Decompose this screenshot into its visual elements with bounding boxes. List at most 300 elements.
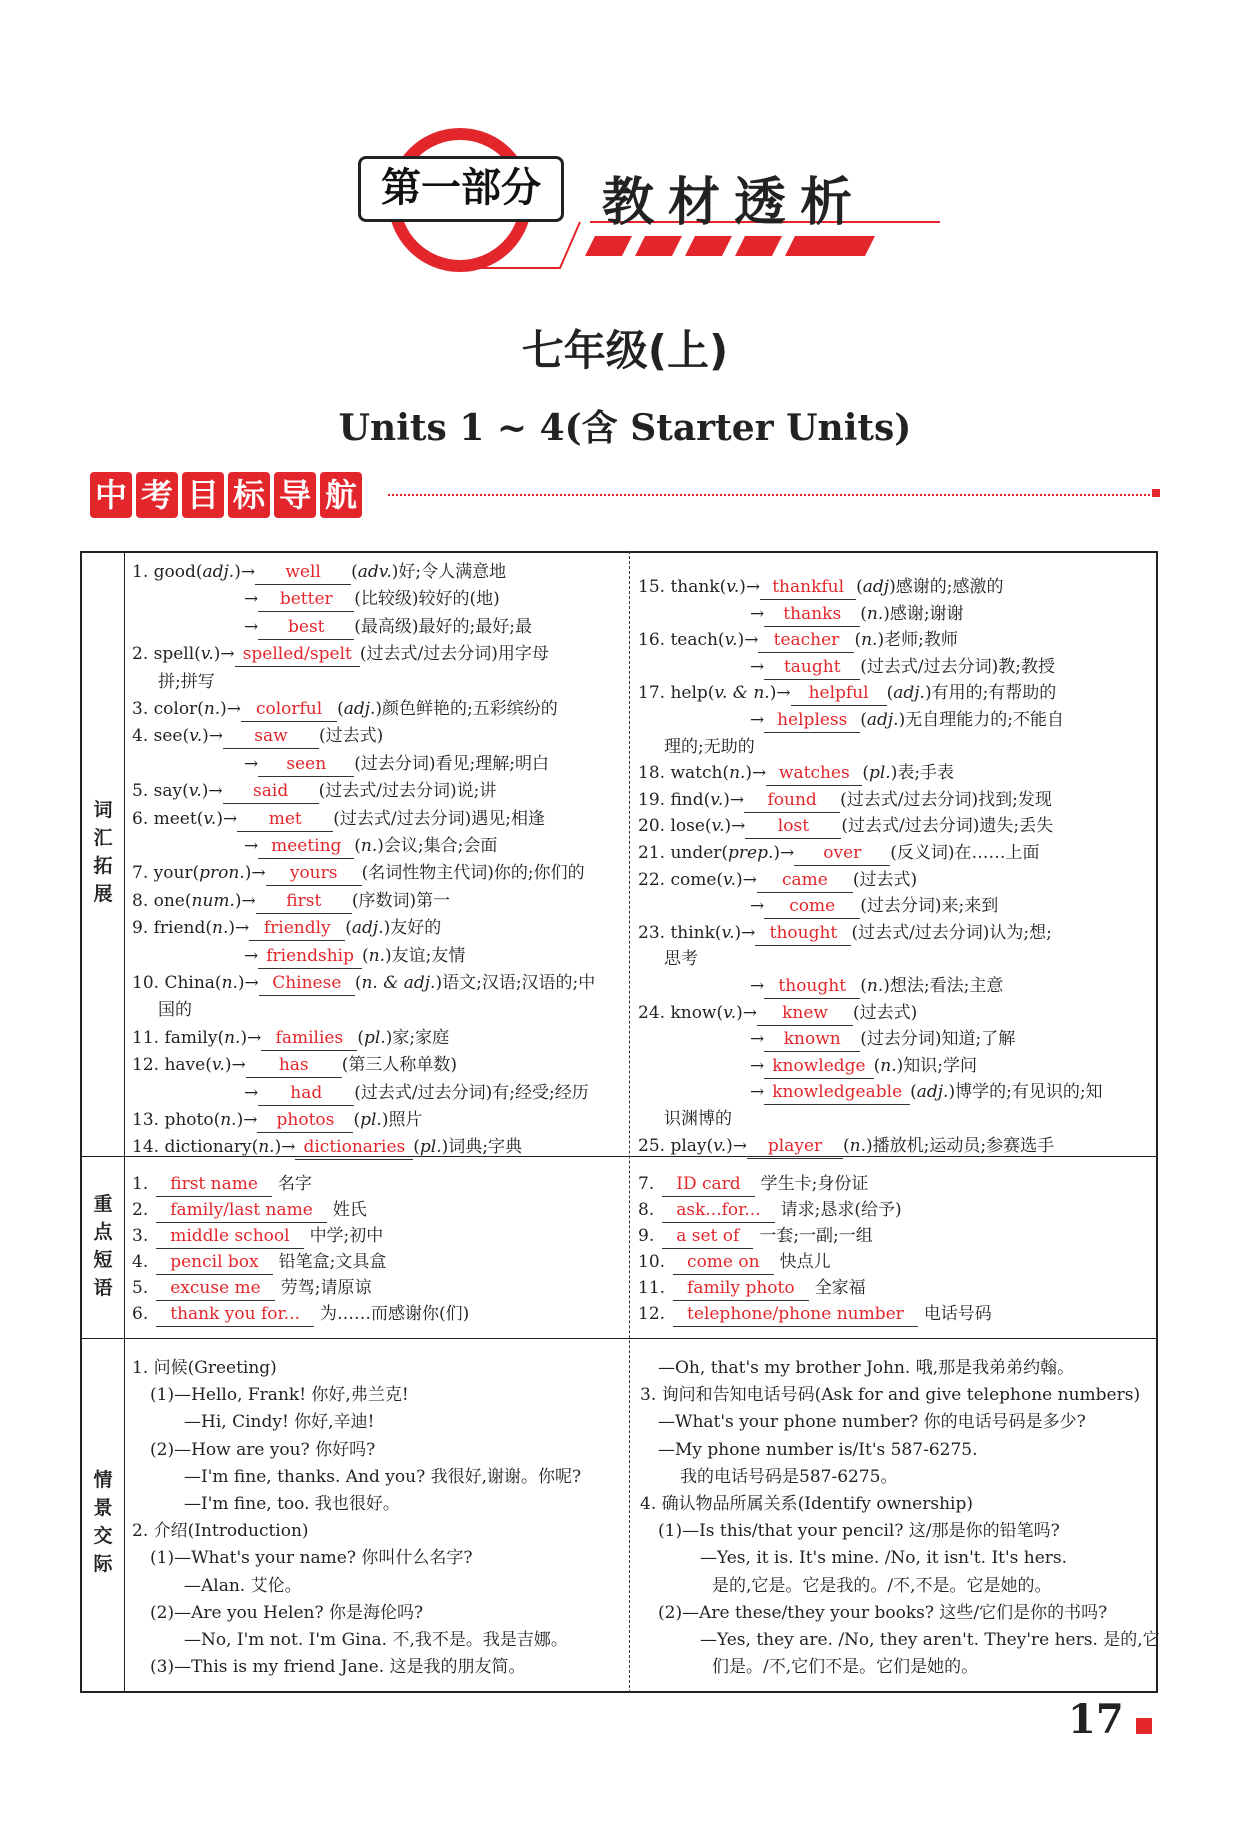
vocab-text: ( (351, 562, 358, 582)
phrase-line (638, 1198, 902, 1223)
vocab-text: )→ (244, 863, 266, 884)
part-of-speech: adj. (866, 710, 899, 730)
answer-blank: said (223, 779, 319, 804)
part-of-speech: v. (713, 1135, 727, 1156)
section-label-phrases (82, 1190, 124, 1302)
answer-blank: dictionaries (295, 1135, 413, 1160)
vocab-text: )老师;教师 (877, 630, 958, 651)
units-title: Units 1 ~ 4(含 Starter Units) (338, 407, 912, 449)
phrase-number: 5. (132, 1278, 149, 1298)
part-of-speech: v. (711, 816, 725, 837)
answer-blank: knowledge (764, 1054, 873, 1079)
part-of-speech: adj. (893, 683, 925, 704)
vocab-line (132, 1135, 522, 1160)
vocab-text: )想法;看法;主意 (883, 976, 1004, 996)
vocab-line (132, 889, 450, 914)
vocab-line (132, 1108, 422, 1133)
part-of-speech: n. (220, 1110, 237, 1130)
vocab-line (750, 708, 1064, 733)
vocab-text: )→ (228, 918, 250, 939)
answer-blank: come on (673, 1250, 774, 1275)
vocab-text: )→ (769, 683, 791, 704)
vocab-text: (过去式/过去分词)找到;发现 (840, 789, 1052, 810)
vocab-line (750, 974, 1003, 999)
vocab-text: )→ (745, 763, 767, 784)
phrase-meaning: 铅笔盒;文具盒 (278, 1252, 387, 1272)
vocab-line (750, 894, 998, 919)
vocab-text: 24. know( (638, 1002, 724, 1023)
part-of-speech: prep. (728, 843, 774, 863)
part-of-speech: v. (710, 789, 724, 810)
vocab-text: → (750, 1029, 765, 1050)
vocab-line (132, 861, 585, 886)
vocab-text: 18. watch( (638, 763, 730, 784)
phrase-number: 12. (638, 1304, 666, 1324)
vocab-text: → (750, 1055, 765, 1076)
answer-blank: friendship (258, 944, 362, 969)
part-of-speech: v. (189, 726, 203, 747)
phrase-meaning: 姓氏 (332, 1200, 367, 1220)
vocab-line (638, 575, 1003, 600)
vocab-line (132, 697, 558, 722)
part-title: 教材透析 (602, 173, 867, 233)
vocab-text: ( (860, 710, 867, 730)
vocab-text: ( (860, 603, 867, 624)
answer-blank: come (764, 894, 860, 919)
dialog-line: —No, I'm not. I'm Gina. 不,我不是。我是吉娜。 (184, 1630, 568, 1650)
part-of-speech: n. (258, 1137, 275, 1158)
vocab-text: )会议;集合;会面 (377, 836, 498, 856)
vocab-text: 5. say( (132, 781, 189, 802)
answer-blank: thank you for... (156, 1302, 314, 1327)
answer-blank: knew (757, 1001, 853, 1026)
vocab-text: 8. one( (132, 890, 192, 911)
vocab-text: (过去式/过去分词)认为;想; (851, 922, 1052, 943)
vocab-line (132, 779, 496, 804)
answer-blank: came (757, 868, 853, 893)
part-of-speech: num. (191, 890, 235, 911)
page-marker (1136, 1718, 1152, 1734)
vocab-line (244, 834, 497, 859)
answer-blank: met (237, 807, 333, 832)
section-label-text: 词汇拓展 (93, 799, 113, 905)
banner-stripes (585, 236, 875, 256)
phrase-line (638, 1302, 992, 1327)
phrase-line (638, 1276, 866, 1301)
vocab-line (132, 1026, 449, 1051)
vocab-text: ( (873, 1055, 881, 1076)
vocab-text: 17. help( (638, 683, 715, 704)
phrase-line (638, 1224, 873, 1249)
vocab-text: 识渊博的 (664, 1109, 732, 1129)
center-divider (629, 551, 630, 1693)
dialog-line: —My phone number is/It's 587-6275. (658, 1439, 978, 1460)
vocab-text: → (244, 836, 259, 856)
phrase-number: 4. (132, 1252, 149, 1272)
answer-blank: player (747, 1134, 843, 1159)
vocab-text: 3. color( (132, 699, 204, 719)
answer-blank: Chinese (259, 971, 355, 996)
vocab-text: )有用的;有帮助的 (924, 683, 1057, 704)
vocab-text: )→ (737, 630, 759, 651)
vocab-text: ( (843, 1135, 850, 1156)
vocab-text: → (750, 1082, 765, 1103)
answer-blank: helpless (764, 708, 860, 733)
vocab-line (132, 807, 545, 832)
answer-blank: a set of (662, 1224, 753, 1249)
part-of-speech: n. (212, 918, 229, 939)
part-of-speech: v. (211, 1055, 225, 1076)
phrase-meaning: 为……而感谢你(们) (320, 1304, 470, 1324)
vocab-text: 理的;无助的 (664, 736, 755, 757)
vocab-line (750, 1080, 1103, 1105)
nav-char: 标 (228, 472, 270, 518)
dialog-line: (2)—Are you Helen? 你是海伦吗? (150, 1602, 424, 1623)
answer-blank: first (256, 889, 352, 914)
vocab-text: ( (910, 1082, 917, 1103)
answer-blank: yours (266, 861, 362, 886)
vocab-text: (过去式) (319, 726, 384, 747)
answer-blank: saw (223, 724, 319, 749)
vocab-text: (过去式/过去分词)遇见;相逢 (333, 808, 545, 829)
answer-blank: telephone/phone number (673, 1302, 918, 1327)
dialog-line: —Hi, Cindy! 你好,辛迪! (184, 1412, 375, 1433)
vocab-text: )→ (236, 1110, 258, 1130)
dialog-line: 2. 介绍(Introduction) (132, 1521, 309, 1542)
vocab-text: )知识;学问 (896, 1055, 977, 1076)
vocab-text: )→ (237, 973, 259, 993)
label-column-divider (124, 551, 125, 1693)
answer-blank: watches (766, 761, 862, 786)
vocab-line (664, 947, 698, 971)
row-divider (80, 1338, 1158, 1339)
answer-blank: found (744, 788, 840, 813)
vocab-text: (过去式/过去分词)用字母 (359, 644, 549, 665)
vocab-text: 14. dictionary( (132, 1137, 259, 1158)
phrase-line (638, 1250, 831, 1275)
answer-blank: known (764, 1027, 860, 1052)
grade-title: 七年级(上) (521, 326, 729, 375)
vocab-line (244, 944, 465, 969)
dialog-line: (1)—Is this/that your pencil? 这/那是你的铅笔吗? (658, 1521, 1060, 1542)
answer-blank: has (246, 1053, 342, 1078)
vocab-text: (过去分词)看见;理解;明白 (354, 753, 549, 774)
vocab-text: ( (860, 976, 867, 996)
vocab-text: 16. teach( (638, 630, 725, 651)
answer-blank: family photo (673, 1276, 809, 1301)
vocab-text: 12. have( (132, 1055, 212, 1076)
vocab-text: (名词性物主代词)你的;你们的 (361, 863, 585, 884)
vocab-line (638, 921, 1052, 946)
answer-blank: thanks (764, 602, 860, 627)
vocab-text: )博学的;有见识的;知 (948, 1082, 1103, 1103)
vocab-text: )→ (220, 699, 242, 719)
vocab-text: (过去式/过去分词)遗失;丢失 (841, 816, 1054, 837)
dialog-line: (2)—How are you? 你好吗? (150, 1439, 376, 1460)
vocab-text: )→ (216, 808, 238, 829)
part-label: 第一部分 (358, 156, 564, 222)
vocab-text: 15. thank( (638, 577, 727, 597)
vocab-text: )友好的 (383, 918, 442, 939)
part-of-speech: n. (880, 1055, 897, 1076)
part-of-speech: v. (203, 808, 217, 829)
vocab-text: )→ (724, 816, 746, 837)
vocab-text: 23. think( (638, 922, 722, 943)
answer-blank: ask...for... (662, 1198, 774, 1223)
part-of-speech: pl. (364, 1027, 386, 1048)
vocab-line (638, 681, 1056, 706)
vocab-line (664, 1107, 732, 1131)
vocab-line (244, 1081, 589, 1106)
vocab-line (638, 868, 917, 893)
vocab-text: → (244, 753, 259, 774)
vocab-text: → (750, 710, 765, 730)
answer-blank: first name (156, 1172, 272, 1197)
phrase-line (132, 1198, 367, 1223)
vocab-text: (过去式) (852, 869, 918, 890)
vocab-line (638, 814, 1053, 839)
answer-blank: families (261, 1026, 357, 1051)
vocab-text: )语文;汉语;汉语的;中 (435, 973, 596, 993)
part-of-speech: adj. (343, 699, 376, 719)
vocab-text: (过去式) (853, 1002, 918, 1023)
part-of-speech: v. (723, 869, 737, 890)
vocab-text: 10. China( (132, 973, 222, 993)
vocab-line (638, 761, 954, 786)
vocab-text: 思考 (664, 949, 698, 970)
vocab-line (750, 655, 1055, 680)
vocab-text: ( (354, 836, 361, 856)
phrase-meaning: 电话号码 (923, 1304, 992, 1324)
phrase-meaning: 快点儿 (779, 1252, 831, 1272)
vocab-text: )→ (224, 1055, 246, 1076)
vocab-text: )→ (234, 890, 256, 911)
answer-blank: excuse me (156, 1276, 275, 1301)
part-of-speech: v. (726, 577, 740, 597)
answer-blank: thought (755, 921, 851, 946)
vocab-text: )词典;字典 (441, 1137, 523, 1158)
vocab-text: )→ (201, 781, 223, 802)
vocab-text: ( (353, 1110, 361, 1130)
part-of-speech: n. (866, 603, 884, 624)
vocab-text: )→ (739, 577, 761, 597)
vocab-text: )无自理能力的;不能自 (898, 710, 1064, 730)
answer-blank: colorful (241, 697, 337, 722)
nav-char: 目 (182, 472, 224, 518)
answer-blank: middle school (156, 1224, 303, 1249)
vocab-line (750, 1027, 1015, 1052)
vocab-text: )→ (274, 1137, 296, 1158)
vocab-text: ( (362, 945, 369, 966)
section-label-dialog (82, 1466, 124, 1578)
phrase-number: 2. (132, 1200, 149, 1220)
vocab-text: )→ (726, 1135, 748, 1156)
vocab-text: → (244, 616, 259, 637)
vocab-line (750, 602, 964, 627)
phrase-meaning: 学生卡;身份证 (760, 1174, 869, 1194)
section-label-vocab (82, 796, 124, 908)
vocab-line (638, 1001, 917, 1026)
part-of-speech: n. (360, 836, 378, 856)
part-of-speech: n. (849, 1135, 867, 1156)
phrase-number: 7. (638, 1174, 655, 1194)
vocab-text: )友谊;友情 (385, 945, 466, 966)
part-of-speech: adv. (357, 562, 392, 582)
answer-blank: photos (257, 1108, 353, 1133)
vocab-text: )感谢;谢谢 (883, 603, 964, 624)
nav-char: 导 (274, 472, 316, 518)
vocab-text: → (750, 976, 765, 996)
part-of-speech: n. (866, 976, 884, 996)
vocab-text: )表;手表 (890, 763, 955, 784)
dialog-line: —What's your phone number? 你的电话号码是多少? (658, 1412, 1086, 1433)
phrase-line (132, 1250, 386, 1275)
vocab-line (132, 724, 383, 749)
phrase-meaning: 名字 (277, 1174, 312, 1194)
vocab-text: 25. play( (638, 1135, 714, 1156)
vocab-text: ( (856, 577, 863, 597)
vocab-text: )→ (736, 869, 757, 890)
phrase-line (132, 1224, 383, 1249)
vocab-line (132, 916, 441, 941)
part-of-speech: n. (203, 699, 221, 719)
answer-blank: thankful (760, 575, 856, 600)
answer-blank: over (794, 841, 890, 866)
phrase-meaning: 中学;初中 (309, 1226, 384, 1246)
dialog-line: 4. 确认物品所属关系(Identify ownership) (640, 1494, 973, 1514)
answer-blank: had (258, 1081, 354, 1106)
part-of-speech: v. (188, 781, 202, 802)
vocab-text: ( (354, 973, 362, 993)
vocab-text: 19. find( (638, 789, 711, 810)
vocab-text: (序数词)第一 (351, 890, 451, 911)
phrase-meaning: 请求;恳求(给予) (780, 1200, 902, 1220)
nav-rule-end (1152, 489, 1160, 497)
part-of-speech: v. (724, 630, 738, 651)
phrase-line (132, 1172, 312, 1197)
vocab-text: (反义词)在……上面 (890, 843, 1040, 863)
phrase-number: 10. (638, 1252, 666, 1272)
vocab-text: → (750, 656, 765, 677)
dialog-line: 3. 询问和告知电话号码(Ask for and give telephone numbers) (640, 1385, 1141, 1406)
phrase-meaning: 全家福 (814, 1278, 866, 1298)
dialog-line: —Oh, that's my brother John. 哦,那是我弟弟约翰。 (658, 1358, 1075, 1378)
vocab-line (158, 670, 215, 694)
vocab-text: )→ (234, 562, 256, 582)
vocab-text: )→ (723, 789, 745, 810)
dialog-line: —Yes, they are. /No, they aren't. They're hers. 是的,它 (700, 1630, 1160, 1650)
dialog-line: 们是。/不,它们不是。它们是她的。 (712, 1657, 979, 1678)
phrase-number: 1. (132, 1174, 149, 1194)
vocab-text: 4. see( (132, 726, 190, 747)
vocab-text: (最高级)最好的;最好;最 (354, 616, 532, 637)
dialog-line: 我的电话号码是587-6275。 (680, 1466, 898, 1487)
answer-blank: friendly (249, 916, 345, 941)
vocab-text: 20. lose( (638, 816, 712, 837)
vocab-line (132, 560, 506, 585)
part-of-speech: v. (200, 644, 214, 665)
section-label-text: 重点短语 (93, 1193, 113, 1299)
vocab-text: → (750, 896, 765, 917)
vocab-text: 拼;拼写 (158, 671, 215, 692)
part-of-speech: v. & n. (714, 683, 770, 704)
answer-blank: meeting (258, 834, 354, 859)
answer-blank: seen (258, 752, 354, 777)
vocab-line (244, 587, 500, 612)
vocab-text: )感谢的;感激的 (889, 577, 1004, 597)
vocab-text: )→ (734, 922, 756, 943)
vocab-line (132, 642, 549, 667)
vocab-line (132, 1053, 457, 1078)
answer-blank: ID card (662, 1172, 754, 1197)
vocab-text: )→ (773, 843, 795, 863)
vocab-text: (过去式/过去分词)说;讲 (318, 781, 497, 802)
vocab-line (638, 788, 1052, 813)
vocab-text: )→ (736, 1002, 757, 1023)
dialog-line: —I'm fine, too. 我也很好。 (184, 1494, 400, 1514)
answer-blank: better (258, 587, 354, 612)
vocab-text: (第三人称单数) (341, 1055, 457, 1076)
vocab-text: 1. good( (132, 562, 203, 582)
vocab-text: )→ (240, 1027, 262, 1048)
vocab-line (750, 1054, 977, 1079)
dialog-line: (1)—Hello, Frank! 你好,弗兰克! (150, 1385, 409, 1406)
dialog-line: (3)—This is my friend Jane. 这是我的朋友简。 (150, 1657, 526, 1678)
vocab-text: )照片 (381, 1110, 423, 1130)
dialog-line: —Alan. 艾伦。 (184, 1575, 302, 1596)
dialog-line: 1. 问候(Greeting) (132, 1358, 277, 1378)
phrase-meaning: 劳驾;请原谅 (280, 1278, 372, 1298)
part-of-speech: pron. (199, 863, 245, 884)
part-of-speech: pl. (419, 1137, 442, 1158)
part-of-speech: n. (224, 1027, 241, 1048)
vocab-text: (比较级)较好的(地) (354, 589, 500, 610)
part-of-speech: adj. (916, 1082, 949, 1103)
vocab-line (244, 752, 549, 777)
vocab-text: 21. under( (638, 843, 729, 863)
vocab-line (664, 735, 755, 759)
phrase-number: 9. (638, 1226, 655, 1246)
answer-blank: well (255, 560, 351, 585)
phrase-number: 11. (638, 1278, 666, 1298)
part-of-speech: n. (861, 630, 878, 651)
answer-blank: lost (745, 814, 841, 839)
answer-blank: best (258, 615, 354, 640)
vocab-text: 2. spell( (132, 644, 201, 665)
part-of-speech: adj (862, 577, 890, 597)
nav-char: 考 (136, 472, 178, 518)
vocab-text: 9. friend( (132, 918, 213, 939)
answer-blank: taught (764, 655, 860, 680)
phrase-number: 8. (638, 1200, 655, 1220)
vocab-line (638, 841, 1040, 866)
vocab-text: ( (345, 918, 352, 939)
vocab-text: )家;家庭 (385, 1027, 450, 1048)
vocab-line (158, 998, 192, 1022)
phrase-meaning: 一套;一副;一组 (759, 1226, 873, 1246)
vocab-text: ( (357, 1027, 364, 1048)
page-number: 17 (1068, 1696, 1124, 1743)
vocab-text: 11. family( (132, 1027, 225, 1048)
vocab-text: → (244, 1082, 259, 1103)
vocab-line (638, 628, 958, 653)
part-of-speech: v. (723, 1002, 737, 1023)
nav-dotted-rule (388, 494, 1154, 496)
answer-blank: knowledgeable (764, 1080, 910, 1105)
part-of-speech: pl. (868, 763, 891, 784)
vocab-text: )好;令人满意地 (391, 562, 507, 582)
phrase-line (638, 1172, 868, 1197)
